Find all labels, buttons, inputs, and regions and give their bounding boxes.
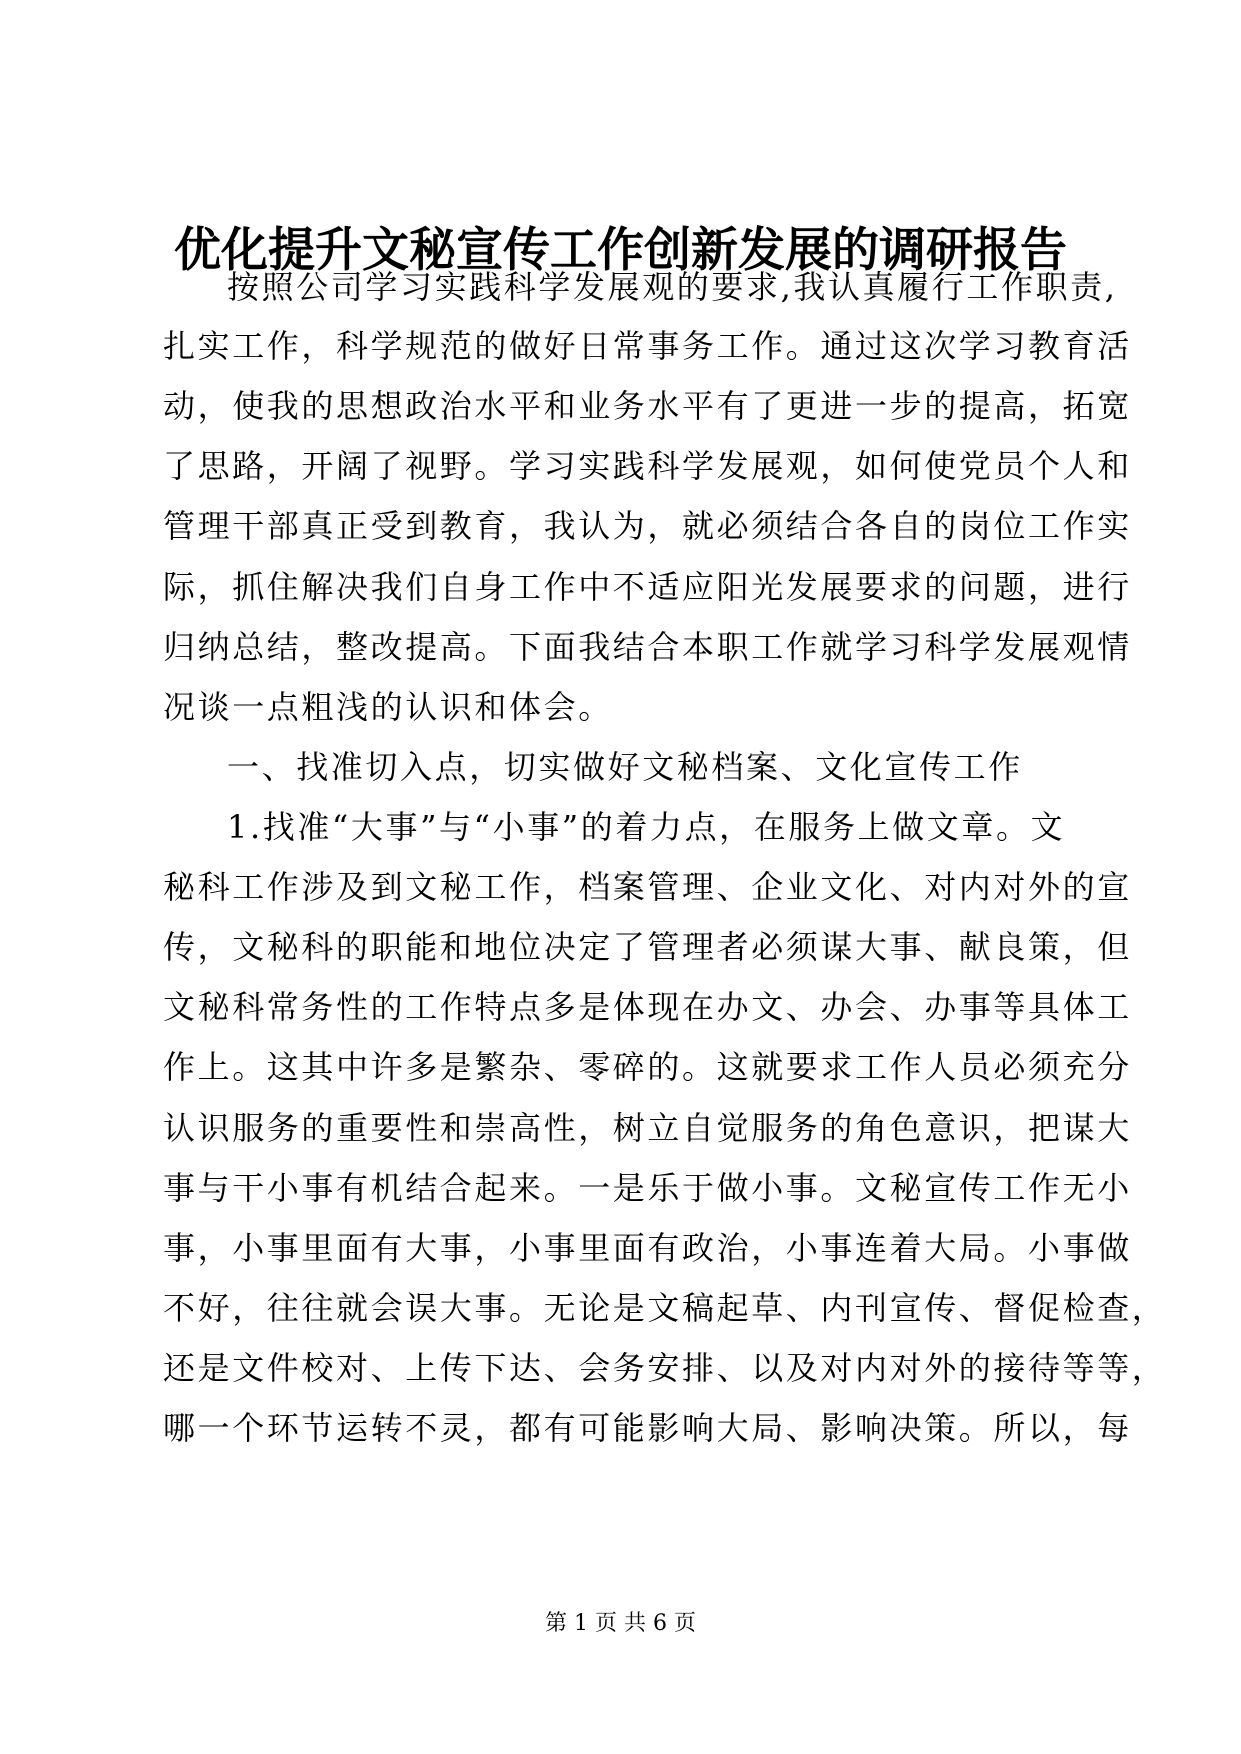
text-line: 管理干部真正受到教育，我认为，就必须结合各自的岗位工作实 bbox=[163, 507, 1132, 545]
text-line: 况谈一点粗浅的认识和体会。 bbox=[163, 688, 613, 726]
document-title: 优化提升文秘宣传工作创新发展的调研报告 bbox=[174, 223, 1067, 278]
text-line: 了思路，开阔了视野。学习实践科学发展观，如何使党员个人和 bbox=[163, 447, 1132, 485]
text-line: 传，文秘科的职能和地位决定了管理者必须谋大事、献良策，但 bbox=[163, 928, 1132, 966]
text-line: 秘科工作涉及到文秘工作，档案管理、企业文化、对内对外的宣 bbox=[163, 868, 1132, 906]
text-line: 哪一个环节运转不灵，都有可能影响大局、影响决策。所以，每 bbox=[163, 1409, 1132, 1447]
section-heading: 一、找准切入点，切实做好文秘档案、文化宣传工作 bbox=[227, 748, 1023, 786]
text-line: 动，使我的思想政治水平和业务水平有了更进一步的提高，拓宽 bbox=[163, 387, 1132, 425]
text-line: 不好，往往就会误大事。无论是文稿起草、内刊宣传、督促检查， bbox=[163, 1289, 1167, 1327]
text-line: 际，抓住解决我们自身工作中不适应阳光发展要求的问题，进行 bbox=[163, 568, 1132, 606]
text-line: 事，小事里面有大事，小事里面有政治，小事连着大局。小事做 bbox=[163, 1229, 1132, 1267]
text-line: 作上。这其中许多是繁杂、零碎的。这就要求工作人员必须充分 bbox=[163, 1048, 1132, 1086]
text-line: 文秘科常务性的工作特点多是体现在办文、办会、办事等具体工 bbox=[163, 988, 1132, 1026]
page-footer: 第 1 页 共 6 页 bbox=[545, 1611, 696, 1636]
text-line: 扎实工作，科学规范的做好日常事务工作。通过这次学习教育活 bbox=[163, 327, 1132, 365]
text-line: 1.找准“大事”与“小事”的着力点，在服务上做文章。文 bbox=[227, 808, 1066, 846]
text-line: 认识服务的重要性和崇高性，树立自觉服务的角色意识，把谋大 bbox=[163, 1109, 1132, 1147]
text-line: 还是文件校对、上传下达、会务安排、以及对内对外的接待等等， bbox=[163, 1349, 1167, 1387]
text-line: 归纳总结，整改提高。下面我结合本职工作就学习科学发展观情 bbox=[163, 628, 1132, 666]
text-line: 按照公司学习实践科学发展观的要求,我认真履行工作职责, bbox=[227, 268, 1118, 306]
text-line: 事与干小事有机结合起来。一是乐于做小事。文秘宣传工作无小 bbox=[163, 1169, 1132, 1207]
